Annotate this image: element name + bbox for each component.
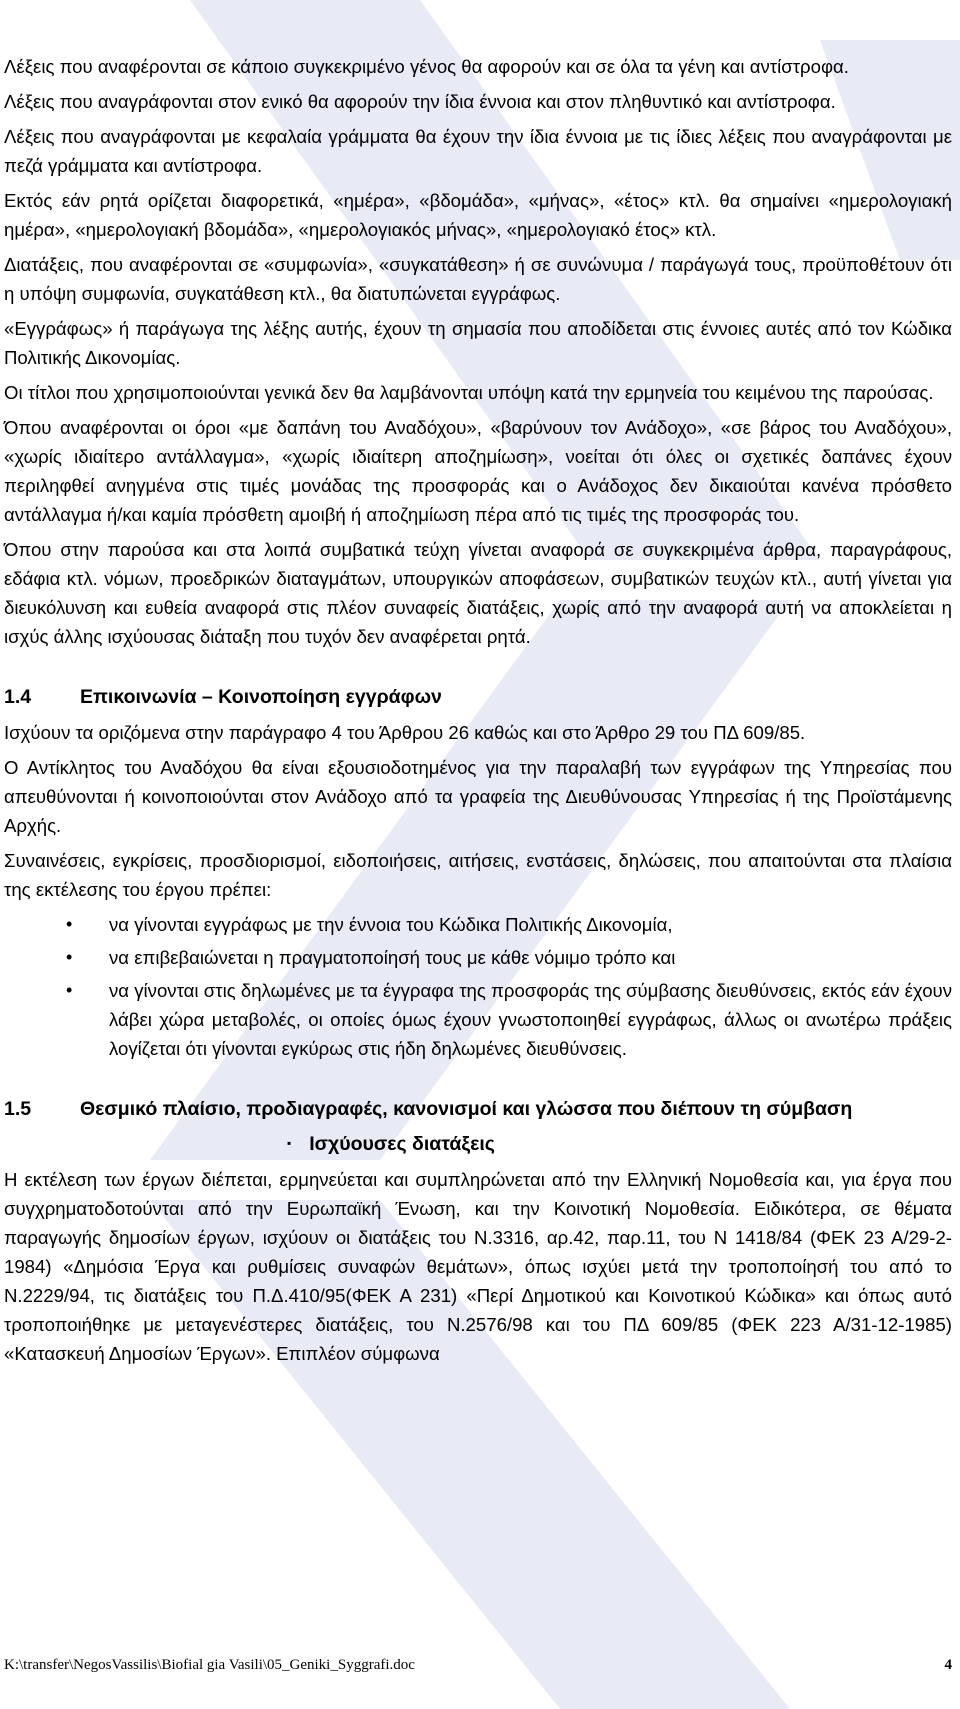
bullet-icon: • <box>66 980 73 1000</box>
page-number: 4 <box>944 1657 952 1673</box>
bullet-icon: • <box>66 947 73 967</box>
paragraph: Διατάξεις, που αναφέρονται σε «συμφωνία», «συγκατάθεση» ή σε συνώνυμα / παράγωγά τους, προϋποθέτουν ότι η υπόψη συμφωνία, συγκατάθεση κτλ., θα διατυπώνεται εγγράφως. <box>4 254 952 304</box>
paragraph: Όπου αναφέρονται οι όροι «με δαπάνη του Αναδόχου», «βαρύνουν τον Ανάδοχο», «σε βάρος του Αναδόχου», «χωρίς ιδιαίτερο αντάλλαγμα», «χωρίς ιδιαίτερη αποζημίωση», νοείται ότι όλες οι σχετικές δαπάνες έχουν περιληφθεί ανηγμένα στις τιμές μονάδας της προσφοράς και ο Ανάδοχος δεν δικαιούται κανένα πρόσθετο αντάλλαγμα ή/και καμία πρόσθετη αμοιβή ή αποζημίωση πέρα από τις τιμές της προσφοράς του. <box>4 417 952 525</box>
paragraph: Ο Αντίκλητος του Αναδόχου θα είναι εξουσιοδοτημένος για την παραλαβή των εγγράφων της Υπηρεσίας που απευθύνονται ή κοινοποιούνται στον Ανάδοχο από τα γραφεία της Διευθύνουσας Υπηρεσίας ή της Προϊστάμενης Αρχής. <box>4 757 952 836</box>
section-number: 1.4 <box>4 686 32 708</box>
paragraph: Λέξεις που αναγράφονται στον ενικό θα αφορούν την ίδια έννοια και στον πληθυντικό και αντίστροφα. <box>4 91 836 112</box>
section-heading-1-5 <box>4 1095 952 1124</box>
file-path: K:\transfer\NegosVassilis\Biofial gia Vasili\05_Geniki_Syggrafi.doc <box>4 1657 415 1673</box>
section-heading-1-4 <box>4 683 952 712</box>
subheading <box>4 1130 952 1161</box>
square-bullet-icon: ▪ <box>287 1136 292 1150</box>
list-item-text: να γίνονται εγγράφως με την έννοια του Κώδικα Πολιτικής Δικονομία, <box>109 914 673 935</box>
list-item-text: να επιβεβαιώνεται η πραγματοποίησή τους με κάθε νόμιμο τρόπο και <box>109 947 676 968</box>
paragraph: Ισχύουν τα οριζόμενα στην παράγραφο 4 του Άρθρου 26 καθώς και στο Άρθρο 29 του ΠΔ 609/85. <box>4 722 806 743</box>
section-title: Θεσμικό πλαίσιο, προδιαγραφές, κανονισμοί και γλώσσα που διέπουν τη σύμβαση <box>80 1098 853 1120</box>
paragraph: Η εκτέλεση των έργων διέπεται, ερμηνεύεται και συμπληρώνεται από την Ελληνική Νομοθεσία και, για έργα που συγχρηματοδοτούνται από την Ευρωπαϊκή Ένωση, και την Κοινοτική Νομοθεσία. Ειδικότερα, σε θέματα παραγωγής δημοσίων έργων, ισχύουν οι διατάξεις του Ν.3316, αρ.42, παρ.11, του Ν 1418/84 (ΦΕΚ 23 Α/29-2-1984) «Δημόσια Έργα και ρυθμίσεις συναφών θεμάτων», όπως ισχύει μετά την τροποποίησή του από το Ν.2229/94, τις διατάξεις του Π.Δ.410/95(ΦΕΚ Α 231) «Περί Δημοτικού και Κοινοτικού Κώδικα» και όπως αυτό τροποποιήθηκε με μεταγενέστερες διατάξεις, του Ν.2576/98 και του ΠΔ 609/85 (ΦΕΚ 223 Α/31-12-1985) «Κατασκευή Δημοσίων Έργων». Επιπλέον σύμφωνα <box>4 1169 952 1364</box>
paragraph: Όπου στην παρούσα και στα λοιπά συμβατικά τεύχη γίνεται αναφορά σε συγκεκριμένα άρθρα, παραγράφους, εδάφια κτλ. νόμων, προεδρικών διαταγμάτων, υπουργικών αποφάσεων, συμβατικών τευχών κτλ., αυτή γίνεται για διευκόλυνση και ευθεία αναφορά στις πλέον συναφείς διατάξεις, χωρίς από την αναφορά αυτή να αποκλείεται η ισχύς άλλης ισχύουσας διάταξη που τυχόν δεν αναφέρεται ρητά. <box>4 539 952 647</box>
subheading-title: Ισχύουσες διατάξεις <box>309 1133 495 1155</box>
section-title: Επικοινωνία – Κοινοποίηση εγγράφων <box>80 686 442 708</box>
list-item <box>4 943 952 972</box>
paragraph: Οι τίτλοι που χρησιμοποιούνται γενικά δεν θα λαμβάνονται υπόψη κατά την ερμηνεία του κειμένου της παρούσας. <box>4 382 934 403</box>
document-body <box>4 52 952 1374</box>
list-item <box>4 910 952 939</box>
paragraph: «Εγγράφως» ή παράγωγα της λέξης αυτής, έχουν τη σημασία που αποδίδεται στις έννοιες αυτές από τον Κώδικα Πολιτικής Δικονομίας. <box>4 318 952 368</box>
paragraph: Λέξεις που αναφέρονται σε κάποιο συγκεκριμένο γένος θα αφορούν και σε όλα τα γένη και αντίστροφα. <box>4 56 849 77</box>
bullet-list <box>4 910 952 1063</box>
paragraph: Λέξεις που αναγράφονται με κεφαλαία γράμματα θα έχουν την ίδια έννοια με τις ίδιες λέξεις που αναγράφονται με πεζά γράμματα και αντίστροφα. <box>4 126 952 176</box>
paragraph: Εκτός εάν ρητά ορίζεται διαφορετικά, «ημέρα», «βδομάδα», «μήνας», «έτος» κτλ. θα σημαίνει «ημερολογιακή ημέρα», «ημερολογιακή βδομάδα», «ημερολογιακός μήνας», «ημερολογιακό έτος» κτλ. <box>4 190 952 240</box>
section-number: 1.5 <box>4 1098 32 1120</box>
list-item <box>4 976 952 1063</box>
list-item-text: να γίνονται στις δηλωμένες με τα έγγραφα της προσφοράς της σύμβασης διευθύνσεις, εκτός εάν έχουν λάβει χώρα μεταβολές, οι οποίες όμως έχουν γνωστοποιηθεί εγγράφως, άλλως οι ανωτέρω πράξεις λογίζεται ότι γίνονται εγκύρως στις ήδη δηλωμένες διευθύνσεις. <box>109 980 952 1059</box>
paragraph: Συναινέσεις, εγκρίσεις, προσδιορισμοί, ειδοποιήσεις, αιτήσεις, ενστάσεις, δηλώσεις, που απαιτούνται στα πλαίσια της εκτέλεσης του έργου πρέπει: <box>4 850 952 900</box>
bullet-icon: • <box>66 914 73 934</box>
